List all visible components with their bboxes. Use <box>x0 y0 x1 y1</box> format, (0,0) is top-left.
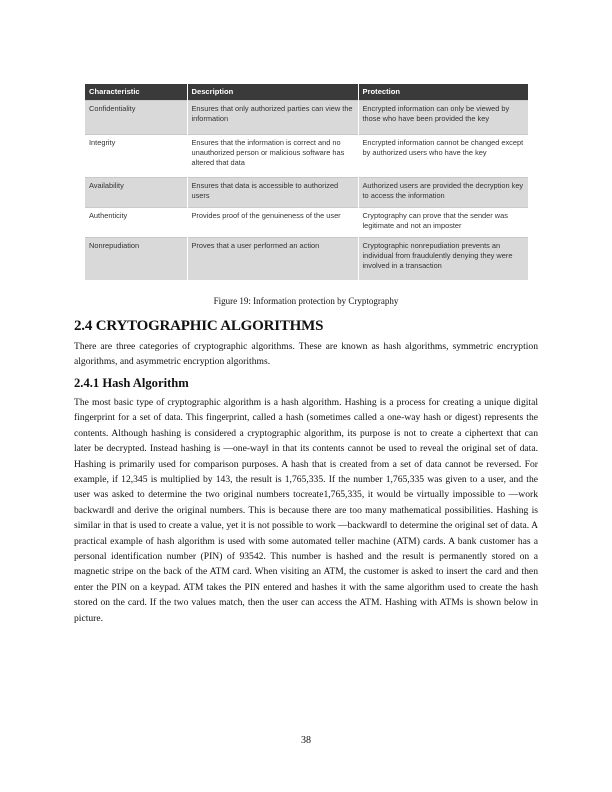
table-cell: Ensures that the information is correct and no unauthorized person or malicious software has altered that data <box>187 135 358 178</box>
table-cell: Ensures that only authorized parties can view the information <box>187 101 358 135</box>
subsection-body: The most basic type of cryptographic algorithm is a hash algorithm. Hashing is a process for creating a unique digital fingerprint for a set of data. This fingerprint, called a hash (sometimes called a one-way hash or digest) represents the contents. Although hashing is considered a cryptographic algorithm, its purpose is not to create a ciphertext that can later be decrypted. Instead hashing is —one-way‖ in that its contents cannot be used to reveal the original set of data. Hashing is primarily used for comparison purposes. A hash that is created from a set of data cannot be reversed. For example, if 12,345 is multiplied by 143, the result is 1,765,335. If the number 1,765,335 was given to a user, and the user was asked to determine the two original numbers tocreate1,765,335, it would be virtually impossible to —work backward‖ and derive the original numbers. This is because there are too many mathematical possibilities. Hashing is similar in that is used to create a value, yet it is not possible to work —backward‖ to determine the original set of data. A practical example of hash algorithm is used with some automated teller machine (ATM) cards. A bank customer has a personal identification number (PIN) of 93542. This number is hashed and the result is permanently stored on a magnetic stripe on the back of the ATM card. When visiting an ATM, the customer is asked to insert the card and then enter the PIN on a keypad. ATM takes the PIN entered and hashes it with the same algorithm used to create the hash stored on the card. If the two values match, then the user can access the ATM. Hashing with ATMs is shown below in picture. <box>74 397 538 624</box>
table-row <box>85 178 528 208</box>
figure-caption: Figure 19: Information protection by Cryptography <box>213 296 399 306</box>
table-cell: Availability <box>85 178 187 208</box>
section-intro: There are three categories of cryptographic algorithms. These are known as hash algorithms, symmetric encryption algorithms, and asymmetric encryption algorithms. <box>74 341 538 368</box>
header-characteristic: Characteristic <box>85 84 187 101</box>
table-cell: Authenticity <box>85 208 187 238</box>
table-cell: Cryptography can prove that the sender was legitimate and not an imposter <box>358 208 528 238</box>
section-heading: 2.4 CRYTOGRAPHIC ALGORITHMS <box>74 318 324 334</box>
table-cell: Provides proof of the genuineness of the user <box>187 208 358 238</box>
header-description: Description <box>187 84 358 101</box>
table-row <box>85 101 528 135</box>
table-cell: Ensures that data is accessible to authorized users <box>187 178 358 208</box>
table-cell: Proves that a user performed an action <box>187 238 358 280</box>
subsection-heading: 2.4.1 Hash Algorithm <box>74 376 189 390</box>
page-number: 38 <box>301 735 311 746</box>
table-cell: Encrypted information can only be viewed by those who have been provided the key <box>358 101 528 135</box>
table-row <box>85 238 528 280</box>
table-cell: Integrity <box>85 135 187 178</box>
table-row <box>85 208 528 238</box>
table-header-row <box>85 84 528 101</box>
protection-table <box>85 84 528 280</box>
table-row <box>85 135 528 178</box>
table-cell: Authorized users are provided the decryption key to access the information <box>358 178 528 208</box>
table-cell: Nonrepudiation <box>85 238 187 280</box>
header-protection: Protection <box>358 84 528 101</box>
table-cell: Encrypted information cannot be changed except by authorized users who have the key <box>358 135 528 178</box>
table-cell: Confidentiality <box>85 101 187 135</box>
table-cell: Cryptographic nonrepudiation prevents an individual from fraudulently denying they were involved in a transaction <box>358 238 528 280</box>
